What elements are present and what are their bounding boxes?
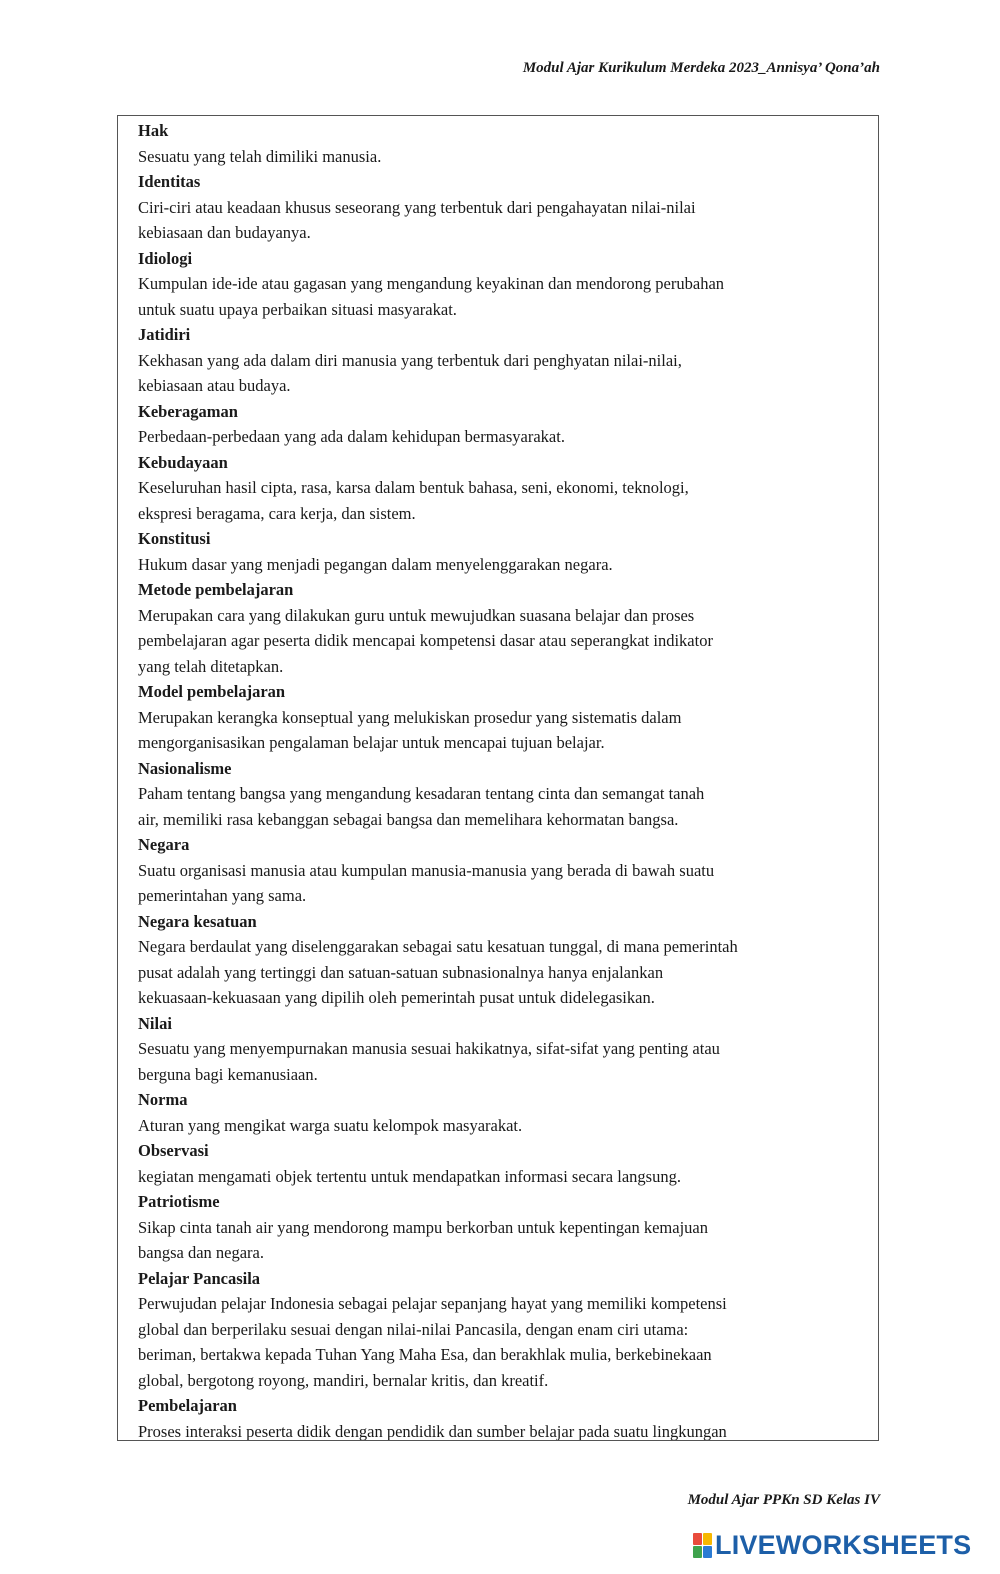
definition-line: kekuasaan-kekuasaan yang dipilih oleh pemerintah pusat untuk didelegasikan. [138,988,655,1007]
definition-line: Sesuatu yang telah dimiliki manusia. [138,146,382,166]
glossary-term: Hak [138,121,169,140]
glossary-entry [138,909,858,1011]
definition-line: pembelajaran agar peserta didik mencapai kompetensi dasar atau seperangkat indikator [138,631,713,650]
definition-line: ekspresi beragama, cara kerja, dan sistem. [138,503,416,523]
glossary-definition [138,1036,858,1087]
glossary-entry [138,1011,858,1088]
definition-line: global dan berperilaku sesuai dengan nilai-nilai Pancasila, dengan enam ciri utama: [138,1319,689,1339]
glossary-term: Nasionalisme [138,758,232,778]
definition-line: Hukum dasar yang menjadi pegangan dalam menyelenggarakan negara. [138,554,613,574]
definition-line: pusat adalah yang tertinggi dan satuan-satuan subnasionalnya hanya enjalankan [138,962,664,982]
glossary-entry [138,1087,858,1138]
glossary-entry [138,679,858,756]
glossary-term: Pembelajaran [138,1396,237,1415]
glossary-term: Patriotisme [138,1192,220,1211]
glossary-definition [138,552,858,578]
glossary-term: Konstitusi [138,529,211,548]
glossary-entry [138,1189,858,1266]
definition-line: air, memiliki rasa kebanggan sebagai bangsa dan memelihara kehormatan bangsa. [138,809,679,829]
logo-block-blue [703,1546,712,1558]
glossary-term: Nilai [138,1013,172,1033]
definition-line: Aturan yang mengikat warga suatu kelompok masyarakat. [138,1115,523,1135]
glossary-definition [138,348,858,399]
glossary-term: Norma [138,1090,188,1109]
glossary-definition [138,195,858,246]
definition-line: kebiasaan atau budaya. [138,376,291,395]
glossary-definition [138,1164,858,1190]
glossary-entry [138,1393,858,1441]
definition-line: mengorganisasikan pengalaman belajar untuk mencapai tujuan belajar. [138,733,605,752]
definition-line: Merupakan cara yang dilakukan guru untuk mewujudkan suasana belajar dan proses [138,605,695,625]
glossary-term: Negara [138,835,190,854]
glossary-box [117,115,879,1441]
liveworksheets-logo-icon [693,1533,712,1558]
glossary-term: Pelajar Pancasila [138,1268,261,1288]
definition-line: Suatu organisasi manusia atau kumpulan manusia-manusia yang berada di bawah suatu [138,860,715,880]
logo-block-yellow [703,1533,712,1545]
glossary-definition [138,1419,858,1442]
definition-line: yang telah ditetapkan. [138,656,284,676]
definition-line: Ciri-ciri atau keadaan khusus seseorang yang terbentuk dari pengahayatan nilai-nilai [138,197,696,217]
definition-line: Sikap cinta tanah air yang mendorong mampu berkorban untuk kepentingan kemajuan [138,1217,708,1237]
definition-line: pemerintahan yang sama. [138,886,307,905]
logo-block-red [693,1533,702,1545]
definition-line: Paham tentang bangsa yang mengandung kesadaran tentang cinta dan semangat tanah [138,784,705,803]
glossary-term: Metode pembelajaran [138,580,294,599]
glossary-term: Observasi [138,1141,209,1160]
glossary-term: Keberagaman [138,401,238,421]
glossary-entry [138,322,858,399]
definition-line: Merupakan kerangka konseptual yang melukiskan prosedur yang sistematis dalam [138,707,682,727]
glossary-definition [138,603,858,680]
logo-block-green [693,1546,702,1558]
definition-line: Proses interaksi peserta didik dengan pendidik dan sumber belajar pada suatu lingkungan [138,1421,727,1441]
definition-line: Keseluruhan hasil cipta, rasa, karsa dalam bentuk bahasa, seni, ekonomi, teknologi, [138,478,689,497]
page-footer-title: Modul Ajar PPKn SD Kelas IV [687,1492,880,1508]
glossary-definition [138,1291,858,1393]
glossary-entry [138,832,858,909]
definition-line: Kekhasan yang ada dalam diri manusia yang terbentuk dari penghyatan nilai-nilai, [138,350,682,370]
glossary-definition [138,858,858,909]
glossary-term: Negara kesatuan [138,911,257,931]
definition-line: Perbedaan-perbedaan yang ada dalam kehidupan bermasyarakat. [138,427,565,446]
definition-line: kegiatan mengamati objek tertentu untuk mendapatkan informasi secara langsung. [138,1166,681,1186]
page-header-title: Modul Ajar Kurikulum Merdeka 2023_Annisya’ Qona’ah [522,60,880,76]
glossary-definition [138,144,858,170]
glossary-entry [138,756,858,833]
definition-line: global, bergotong royong, mandiri, bernalar kritis, dan kreatif. [138,1370,549,1390]
glossary-entry [138,1266,858,1394]
liveworksheets-wordmark: LIVEWORKSHEETS [715,1529,972,1560]
glossary-definition [138,1215,858,1266]
glossary-definition [138,475,858,526]
definition-line: beriman, bertakwa kepada Tuhan Yang Maha Esa, dan berakhlak mulia, berkebinekaan [138,1345,712,1364]
glossary-definition [138,271,858,322]
glossary-definition [138,1113,858,1139]
glossary-entry [138,526,858,577]
glossary-entry [138,246,858,323]
definition-line: berguna bagi kemanusiaan. [138,1064,318,1084]
glossary-term: Model pembelajaran [138,682,286,701]
glossary-entry [138,118,858,169]
definition-line: untuk suatu upaya perbaikan situasi masyarakat. [138,299,457,319]
glossary-entry [138,577,858,679]
glossary-term: Jatidiri [138,325,191,344]
definition-line: Perwujudan pelajar Indonesia sebagai pelajar sepanjang hayat yang memiliki kompetensi [138,1294,727,1313]
glossary-definition [138,705,858,756]
definition-line: Sesuatu yang menyempurnakan manusia sesuai hakikatnya, sifat-sifat yang penting atau [138,1039,720,1058]
definition-line: bangsa dan negara. [138,1243,264,1262]
glossary-definition [138,424,858,450]
definition-line: Kumpulan ide-ide atau gagasan yang mengandung keyakinan dan mendorong perubahan [138,274,725,293]
glossary-entry [138,1138,858,1189]
glossary-term: Identitas [138,172,201,191]
glossary-definition [138,934,858,1011]
definition-line: Negara berdaulat yang diselenggarakan sebagai satu kesatuan tunggal, di mana pemerintah [138,937,738,956]
liveworksheets-brand[interactable] [693,1530,971,1560]
glossary-term: Idiologi [138,248,193,268]
glossary-term: Kebudayaan [138,452,228,472]
glossary-entry [138,399,858,450]
definition-line: kebiasaan dan budayanya. [138,223,311,242]
glossary-definition [138,781,858,832]
glossary-entry [138,450,858,527]
glossary-entry [138,169,858,246]
